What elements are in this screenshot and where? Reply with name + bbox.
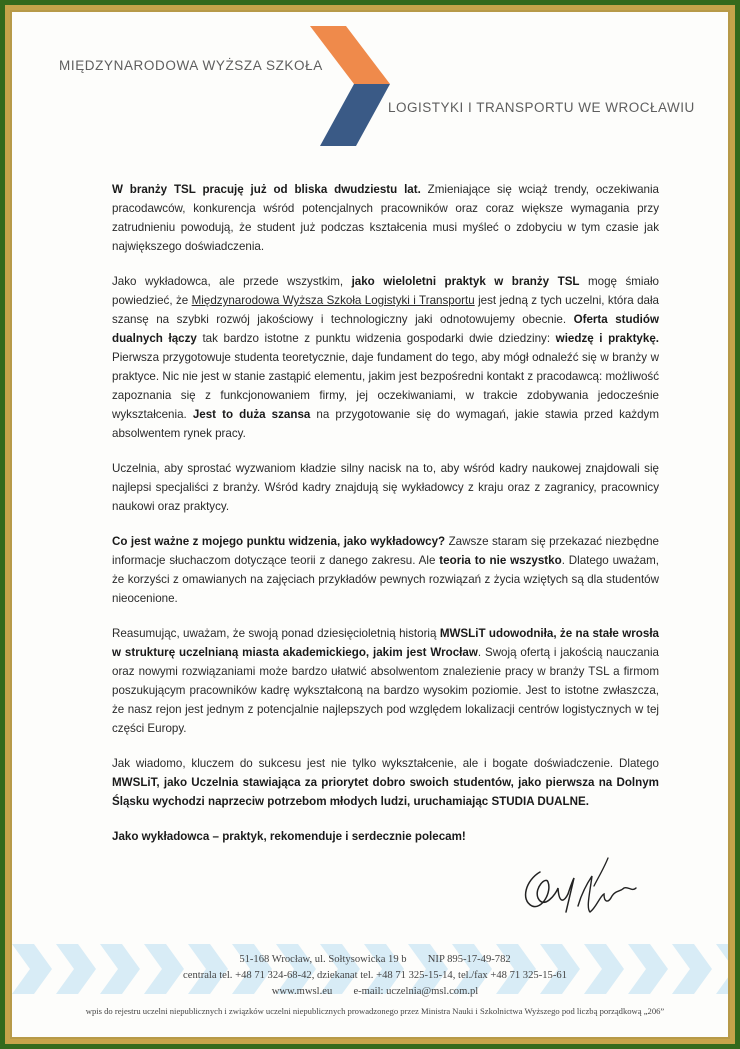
letter-body <box>112 180 659 862</box>
bold-text: W branży TSL pracuję już od bliska dwudziestu lat. <box>112 183 421 196</box>
footer-address: 51-168 Wrocław, ul. Sołtysowicka 19 b NIP 895-17-49-782 <box>239 954 511 965</box>
bold-text: Oferta studiów dualnych łączy <box>112 313 659 345</box>
paragraph-4 <box>112 532 659 608</box>
paragraph-3: Uczelnia, aby sprostać wyzwaniom kładzie silny nacisk na to, aby wśród kadry naukowej znajdowali się najlepsi specjaliści z branży. Wśród kadry znajdują się wykładowcy z kraju oraz z zagranicy, pracownicy naukowi oraz praktycy. <box>112 462 659 513</box>
text: mogę śmiało powiedzieć, że <box>112 275 659 307</box>
text: na przygotowanie się do wymagań, jakie stawia przed każdym absolwentem rynek pracy. <box>112 408 660 440</box>
university-logo-icon <box>310 26 396 148</box>
text: Reasumując, uważam, że swoją ponad dziesięcioletnią historią <box>112 627 440 640</box>
bold-text: wiedzę i praktykę. <box>555 332 660 345</box>
university-name-line2: LOGISTYKI I TRANSPORTU WE WROCŁAWIU <box>388 100 695 115</box>
text: Zawsze staram się przekazać niezbędne informacje słuchaczom dotyczące teorii z danego zakresu. Ale <box>112 535 659 567</box>
footer-web-email: www.mwsl.eu e-mail: uczelnia@msl.com.pl <box>271 986 479 997</box>
footer-contact <box>12 952 730 1000</box>
bold-text: Jako wykładowca – praktyk, rekomenduje i serdecznie polecam! <box>112 830 466 843</box>
text: Pierwsza przygotowuje studenta teoretycznie, daje fundament do tego, aby mógł odnaleźć się w branży w praktyce. Nic nie jest w stanie zastąpić elementu, jakim jest bezpośredni kontakt z pracodawcą: możliwość zapoznania się z funkcjonowaniem firmy, jej oczekiwaniami, w trakcie zdobywania jedocześnie wykształcenia. <box>112 351 659 421</box>
text: . Dlatego uważam, że korzyści z omawianych na zajęciach przykładów pewnych rozwiązań z życia wziętych są dla studentów nieocenione. <box>112 554 659 605</box>
text: Zmieniające się wciąż trendy, oczekiwania pracodawców, konkurencja wśród potencjalnych pracowników oraz coraz większe wymagania przy zatrudnieniu powodują, że student już podczas kształcenia musi myśleć o zdobyciu w tym czasie jak największego doświadczenia. <box>112 183 659 253</box>
text: Jako wykładowca, ale przede wszystkim, <box>112 275 352 288</box>
underlined-university-name: Międzynarodowa Wyższa Szkoła Logistyki i Transportu <box>191 294 475 307</box>
paragraph-1 <box>112 180 659 256</box>
footer-registry-note: wpis do rejestru uczelni niepublicznych i związków uczelni niepublicznych prowadzonego przez Ministra Nauki i Szkolnictwa Wyższego pod liczbą porządkową „206” <box>85 1006 665 1016</box>
text: jest jedną z tych uczelni, która dała szansę na szybki rozwój jakościowy i technologiczny jaki odnotowujemy obecnie. <box>112 294 659 326</box>
paragraph-5 <box>112 624 659 738</box>
bold-text: Jest to duża szansa <box>192 408 311 421</box>
paragraph-2 <box>112 272 659 443</box>
signature-stroke-3 <box>594 858 608 886</box>
signature-stroke-1 <box>526 872 574 912</box>
university-name-line1: MIĘDZYNARODOWA WYŻSZA SZKOŁA <box>59 58 323 73</box>
text: . Swoją ofertą i jakością nauczania oraz nowymi rozwiązaniami może bardzo ułatwić absolwentom znalezienie pracy w branży TSL a firmom poszukującym pracowników kadrę wykształconą na bardzo wysokim poziomie. Jest to istotne zwłaszcza, że nasz rejon jest jednym z potencjalnie najlepszych pod względem lokalizacji centrów logistycznych w tej części Europy. <box>112 646 659 735</box>
closing-line <box>112 827 659 846</box>
bold-text: teoria to nie wszystko <box>439 554 562 567</box>
handwritten-signature <box>512 852 642 927</box>
bold-text: jako wieloletni praktyk w branży TSL <box>351 275 580 288</box>
logo-blue-chevron <box>320 84 390 146</box>
bold-text: MWSLiT udowodniła, że na stałe wrosła w strukturę uczelnianą miasta akademickiego, jakim jest Wrocław <box>112 627 659 659</box>
letter-page <box>10 10 730 1039</box>
logo-orange-chevron <box>310 26 390 84</box>
bold-text: Co jest ważne z mojego punktu widzenia, jako wykładowcy? <box>112 535 446 548</box>
footer-phones: centrala tel. +48 71 324-68-42, dziekanat tel. +48 71 325-15-14, tel./fax +48 71 325-15-61 <box>183 970 567 981</box>
bold-text: MWSLiT, jako Uczelnia stawiająca za priorytet dobro swoich studentów, jako pierwsza na Dolnym Śląsku wychodzi naprzeciw potrzebom młodych ludzi, uruchamiając STUDIA DUALNE. <box>112 776 659 808</box>
text: Jak wiadomo, kluczem do sukcesu jest nie tylko wykształcenie, ale i bogate doświadczenie. Dlatego <box>112 757 659 770</box>
text: tak bardzo istotne z punktu widzenia gospodarki dwie dziedziny: <box>196 332 556 345</box>
paragraph-6 <box>112 754 659 811</box>
signature-stroke-2 <box>578 876 636 912</box>
